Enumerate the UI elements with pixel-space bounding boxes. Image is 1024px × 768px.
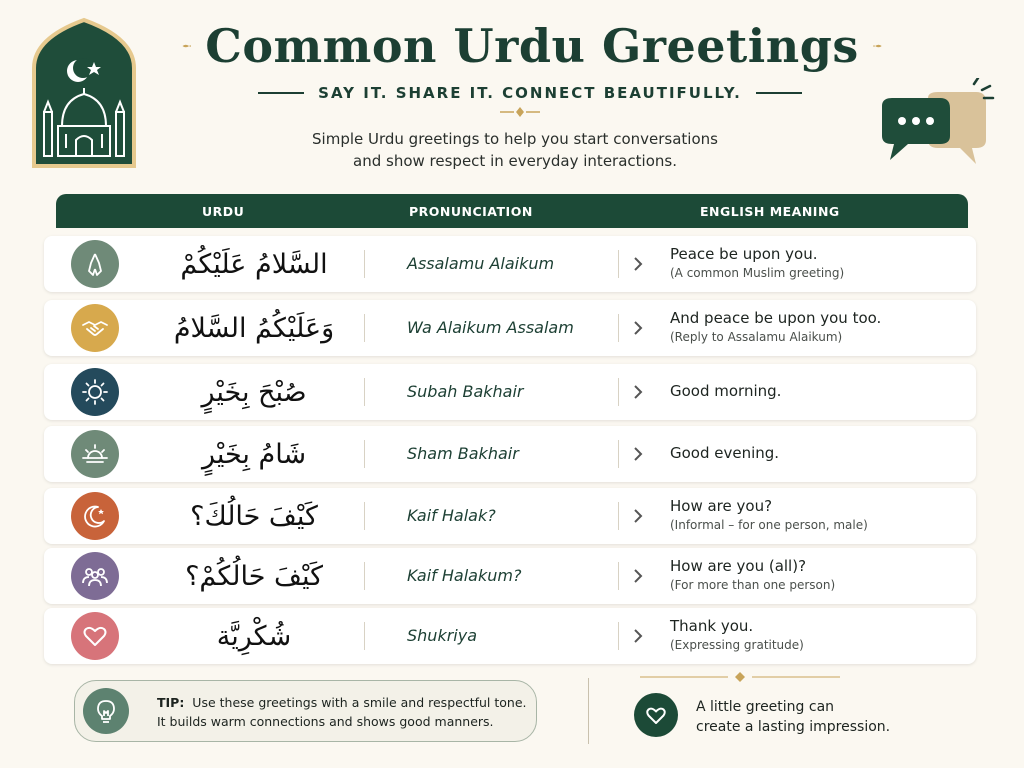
column-divider xyxy=(364,378,365,406)
column-divider xyxy=(364,250,365,278)
page-title: Common Urdu Greetings xyxy=(205,19,859,73)
table-row xyxy=(44,548,976,604)
pronunciation-text: Wa Alaikum Assalam xyxy=(407,318,574,337)
pronunciation-text: Sham Bakhair xyxy=(407,444,519,463)
table-row xyxy=(44,364,976,420)
column-header-pronunciation: PRONUNCIATION xyxy=(409,204,533,219)
column-divider xyxy=(618,502,619,530)
pronunciation-text: Kaif Halakum? xyxy=(407,566,522,585)
table-row xyxy=(44,488,976,544)
chevron-right-icon xyxy=(632,568,644,584)
urdu-text: كَيْفَ حَالُكَ؟ xyxy=(190,500,318,532)
meaning-text: Peace be upon you. xyxy=(670,245,818,263)
english-meaning xyxy=(670,443,970,463)
heart-icon xyxy=(634,693,678,737)
pronunciation-text: Assalamu Alaikum xyxy=(407,254,555,273)
table-row xyxy=(44,236,976,292)
english-meaning xyxy=(670,381,970,401)
column-divider xyxy=(364,502,365,530)
pronunciation-text: Kaif Halak? xyxy=(407,506,496,525)
meaning-note: (A common Muslim greeting) xyxy=(670,266,845,280)
meaning-note: (Reply to Assalamu Alaikum) xyxy=(670,330,843,344)
title-block xyxy=(182,16,882,76)
heart-icon xyxy=(71,612,119,660)
closing-quote xyxy=(696,697,890,737)
sunset-icon xyxy=(71,430,119,478)
table-row xyxy=(44,300,976,356)
urdu-text: السَّلامُ عَلَيْكُمْ xyxy=(180,248,328,280)
right-flourish-icon xyxy=(873,34,882,58)
chevron-right-icon xyxy=(632,508,644,524)
description-line-2: and show respect in everyday interactions. xyxy=(353,152,677,170)
urdu-text: وَعَلَيْكُمُ السَّلامُ xyxy=(173,312,335,344)
meaning-text: How are you? xyxy=(670,497,773,515)
left-flourish-icon xyxy=(182,34,191,58)
ornament-icon xyxy=(500,106,540,118)
table-row xyxy=(44,426,976,482)
column-divider xyxy=(364,622,365,650)
urdu-text: شَامُ بِخَيْرٍ xyxy=(201,438,307,470)
tip-label: TIP: xyxy=(157,695,185,710)
english-meaning xyxy=(670,244,970,282)
praying-hands-icon xyxy=(71,240,119,288)
tip-line-1: Use these greetings with a smile and respectful tone. xyxy=(192,695,527,710)
column-divider xyxy=(364,440,365,468)
tagline-text: SAY IT. SHARE IT. CONNECT BEAUTIFULLY. xyxy=(318,84,742,102)
table-header xyxy=(56,194,968,228)
footer-ornament-icon xyxy=(640,670,840,684)
chevron-right-icon xyxy=(632,256,644,272)
meaning-note: (For more than one person) xyxy=(670,578,836,592)
lightbulb-icon xyxy=(83,688,129,734)
meaning-note: (Expressing gratitude) xyxy=(670,638,804,652)
meaning-text: Thank you. xyxy=(670,617,754,635)
handshake-icon xyxy=(71,304,119,352)
description xyxy=(260,128,770,172)
tagline-rule-left xyxy=(258,92,304,94)
column-header-english: ENGLISH MEANING xyxy=(700,204,840,219)
chevron-right-icon xyxy=(632,320,644,336)
sun-icon xyxy=(71,368,119,416)
tagline xyxy=(250,82,810,104)
pronunciation-text: Shukriya xyxy=(407,626,477,645)
column-divider xyxy=(618,622,619,650)
english-meaning xyxy=(670,616,970,654)
urdu-text: شُكْرِيَّة xyxy=(216,620,292,652)
column-divider xyxy=(618,562,619,590)
urdu-text: كَيْفَ حَالُكُمْ؟ xyxy=(185,560,323,592)
quote-line-1: A little greeting can xyxy=(696,699,835,715)
tip-text xyxy=(157,693,527,731)
meaning-text: Good morning. xyxy=(670,382,782,400)
column-divider xyxy=(618,440,619,468)
column-divider xyxy=(364,314,365,342)
mosque-icon xyxy=(28,16,140,176)
tip-box xyxy=(74,680,537,742)
chevron-right-icon xyxy=(632,446,644,462)
crescent-moon-icon xyxy=(71,492,119,540)
english-meaning xyxy=(670,496,970,534)
pronunciation-text: Subah Bakhair xyxy=(407,382,524,401)
chevron-right-icon xyxy=(632,384,644,400)
english-meaning xyxy=(670,556,970,594)
quote-line-2: create a lasting impression. xyxy=(696,719,891,735)
chevron-right-icon xyxy=(632,628,644,644)
urdu-text: صُبْحَ بِخَيْرٍ xyxy=(201,376,307,408)
column-divider xyxy=(618,314,619,342)
people-icon xyxy=(71,552,119,600)
column-divider xyxy=(364,562,365,590)
meaning-note: (Informal – for one person, male) xyxy=(670,518,868,532)
description-line-1: Simple Urdu greetings to help you start conversations xyxy=(312,130,718,148)
meaning-text: How are you (all)? xyxy=(670,557,807,575)
tip-line-2: It builds warm connections and shows good manners. xyxy=(157,714,494,729)
speech-bubbles-icon xyxy=(876,78,996,170)
meaning-text: Good evening. xyxy=(670,444,780,462)
meaning-text: And peace be upon you too. xyxy=(670,309,882,327)
footer-divider xyxy=(588,678,589,744)
table-row xyxy=(44,608,976,664)
column-divider xyxy=(618,378,619,406)
tagline-rule-right xyxy=(756,92,802,94)
column-divider xyxy=(618,250,619,278)
column-header-urdu: URDU xyxy=(202,204,245,219)
english-meaning xyxy=(670,308,970,346)
